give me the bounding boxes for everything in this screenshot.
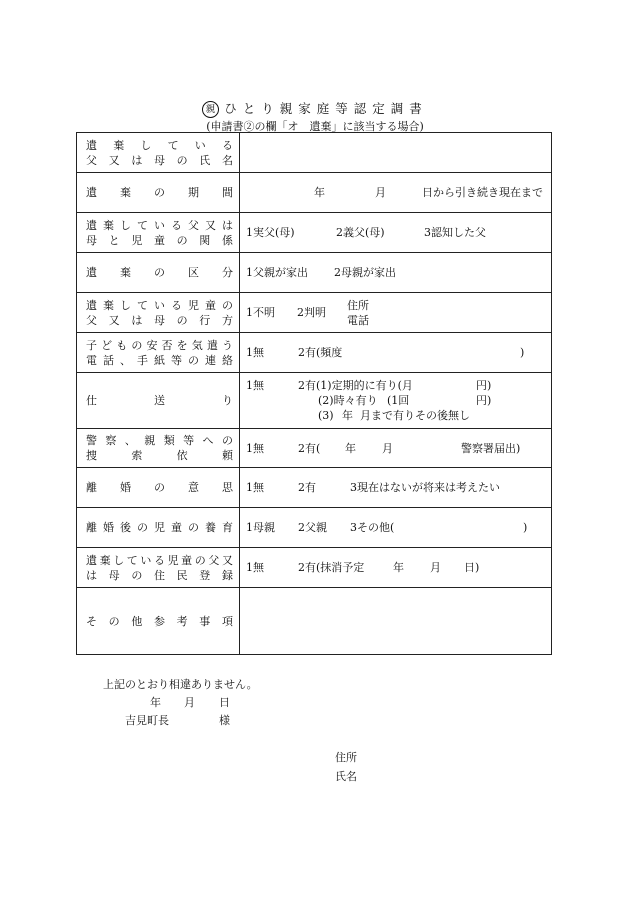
until-text: 月まで有りその後無し [360, 409, 470, 422]
year-label: 年 [393, 561, 404, 574]
month-label: 月 [382, 441, 393, 455]
row-label [77, 253, 240, 293]
row-label [77, 333, 240, 373]
label-line: 父 又 は 母 の 氏 名 [86, 153, 233, 167]
mayor-label: 吉見町長 [125, 714, 169, 727]
yen-label: 円) [476, 394, 492, 407]
applicant-address-label: 住所 [335, 751, 357, 764]
option[interactable]: (3) [318, 409, 334, 422]
form-row [77, 429, 552, 468]
row-label [77, 213, 240, 253]
name-field[interactable] [240, 133, 552, 173]
contact-options[interactable] [240, 333, 552, 373]
statement-text: 上記のとおり相違ありません。 [103, 678, 258, 691]
option[interactable]: 2有(頻度 [298, 346, 343, 359]
option[interactable]: 1母親 [246, 521, 275, 534]
document-subtitle: (申請書②の欄「オ 遺棄」に該当する場合) [206, 120, 424, 133]
option[interactable]: 1無 [246, 561, 264, 574]
row-label [77, 508, 240, 548]
option[interactable]: 2有( [298, 441, 321, 455]
option[interactable]: 2有 [298, 481, 316, 494]
form-row [77, 293, 552, 333]
applicant-name-label: 氏名 [335, 770, 357, 783]
row-label [77, 548, 240, 588]
label-line: は 母 の 住 民 登 録 [86, 568, 233, 582]
day-label: 日) [464, 561, 480, 574]
document-title [0, 99, 630, 118]
label-line: 仕 送 り [86, 394, 233, 407]
footer-day: 日 [219, 696, 230, 709]
option[interactable]: 1実父(母) [246, 226, 295, 239]
period-month: 月 [375, 186, 386, 199]
label-line: 電 話 、 手 紙 等 の 連 絡 [86, 353, 233, 367]
footer-year: 年 [150, 696, 161, 709]
remittance-options[interactable] [240, 373, 552, 429]
form-row [77, 468, 552, 508]
row-label [77, 429, 240, 468]
form-row [77, 333, 552, 373]
option[interactable]: 1不明 [246, 306, 275, 319]
label-line: 母 と 児 童 の 関 係 [86, 233, 233, 247]
label-line: 父 又 は 母 の 行 方 [86, 313, 233, 327]
row-label [77, 588, 240, 655]
yen-label: 円) [476, 379, 492, 392]
option[interactable]: 1無 [246, 346, 264, 359]
search-request-options[interactable] [240, 429, 552, 468]
form-row [77, 508, 552, 548]
residence-registration-options[interactable] [240, 548, 552, 588]
label-line: 離 婚 の 意 思 [86, 481, 233, 494]
divorce-intent-options[interactable] [240, 468, 552, 508]
month-label: 月 [430, 561, 441, 574]
police-report-label: 警察署届出) [461, 441, 521, 455]
address-label: 住所 [347, 298, 369, 312]
option[interactable]: 3現在はないが将来は考えたい [350, 481, 500, 494]
row-label [77, 293, 240, 333]
label-line: そ の 他 参 考 事 項 [86, 614, 233, 628]
option[interactable]: 1無 [246, 481, 264, 494]
form-row [77, 133, 552, 173]
custody-options[interactable] [240, 508, 552, 548]
close-paren: ) [520, 346, 525, 359]
phone-label: 電話 [347, 313, 369, 327]
form-row [77, 588, 552, 655]
other-notes-field[interactable] [240, 588, 552, 655]
survey-form-table [76, 132, 552, 655]
label-line: 離 婚 後 の 児 童 の 養 育 [86, 521, 233, 534]
label-line: 遺 棄 し て い る 児 童 の 父 又 [86, 553, 233, 567]
option[interactable]: 2有(1)定期的に有り(月 [298, 379, 413, 392]
option[interactable]: 2有(抹消予定 [298, 561, 365, 574]
period-rest: 日から引き続き現在まで [422, 186, 543, 199]
form-row [77, 173, 552, 213]
whereabouts-options[interactable] [240, 293, 552, 333]
footer-month: 月 [184, 696, 195, 709]
per-time-label: (1回 [387, 394, 410, 407]
seal-mark: 親 [202, 101, 219, 118]
label-line: 遺 棄 の 期 間 [86, 186, 233, 199]
label-line: 遺 棄 し て い る [86, 138, 233, 152]
close-paren: ) [523, 521, 528, 534]
relation-options[interactable] [240, 213, 552, 253]
contact-info [347, 298, 369, 328]
title-text: ひとり親家庭等認定調書 [224, 101, 428, 116]
label-line: 警 察 、 親 類 等 へ の [86, 434, 233, 447]
option[interactable]: 1無 [246, 379, 264, 392]
row-label [77, 373, 240, 429]
row-label [77, 173, 240, 213]
year-label: 年 [345, 441, 356, 455]
option[interactable]: 3認知した父 [424, 226, 486, 239]
option[interactable]: 2母親が家出 [334, 266, 396, 279]
form-row [77, 548, 552, 588]
honorific-label: 様 [219, 714, 230, 727]
label-line: 捜 索 依 頼 [86, 449, 233, 462]
row-label [77, 133, 240, 173]
form-row [77, 373, 552, 429]
category-options[interactable] [240, 253, 552, 293]
form-row [77, 213, 552, 253]
year-label: 年 [342, 409, 353, 422]
form-row [77, 253, 552, 293]
option[interactable]: (2)時々有り [318, 394, 378, 407]
option[interactable]: 1父親が家出 [246, 266, 308, 279]
option[interactable]: 2父親 [298, 521, 327, 534]
label-line: 遺 棄 し て い る 父 又 は [86, 218, 233, 232]
label-line: 遺 棄 し て い る 児 童 の [86, 298, 233, 312]
label-line: 遺 棄 の 区 分 [86, 266, 233, 279]
option[interactable]: 2義父(母) [336, 226, 385, 239]
option[interactable]: 2判明 [297, 306, 326, 319]
period-year: 年 [314, 186, 325, 199]
period-field[interactable] [240, 173, 552, 213]
label-line: 子 ど も の 安 否 を 気 遣 う [86, 338, 233, 352]
row-label [77, 468, 240, 508]
option[interactable]: 3その他( [350, 521, 395, 534]
option[interactable]: 1無 [246, 441, 264, 455]
